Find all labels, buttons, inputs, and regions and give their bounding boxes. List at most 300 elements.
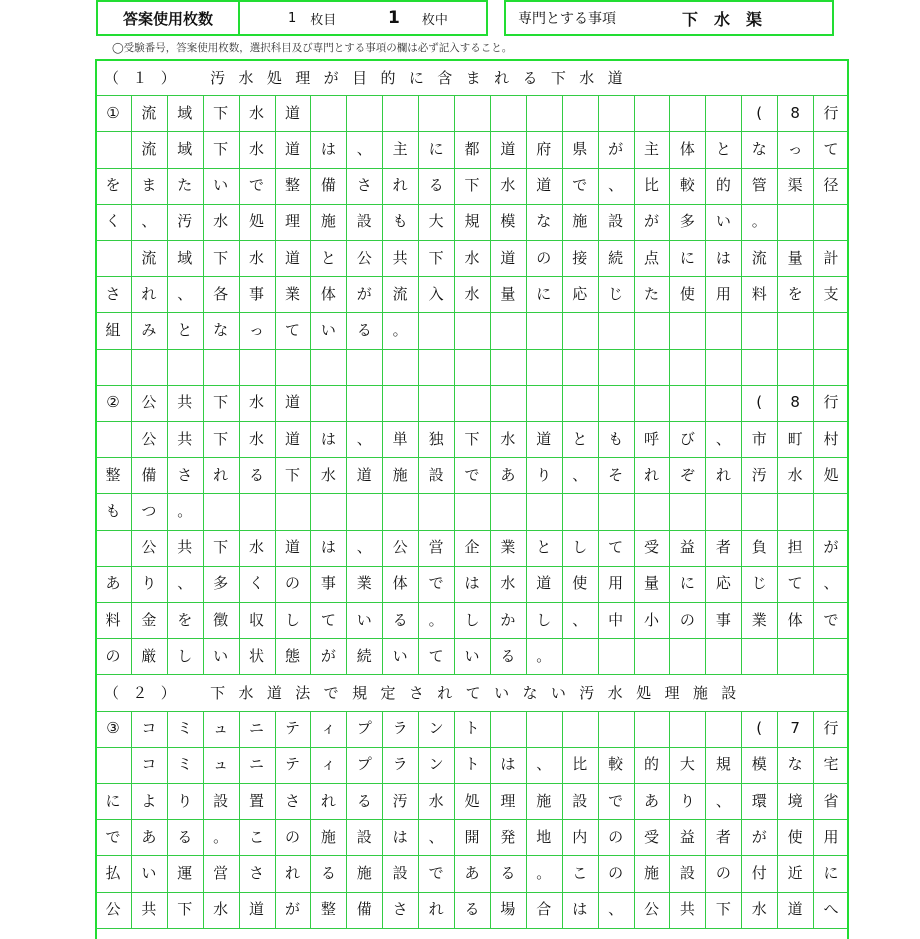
grid-cell: り [177, 791, 193, 810]
grid-vline [454, 892, 455, 928]
grid-vline [598, 493, 599, 529]
grid-cell [418, 312, 454, 348]
grid-vline [167, 855, 168, 891]
grid-vline [598, 95, 599, 131]
grid-cell [490, 349, 526, 385]
grid-cell: 、 [823, 574, 839, 593]
grid-cell [454, 385, 490, 421]
answer-grid [95, 59, 849, 929]
grid-cell: 払 [105, 863, 121, 882]
grid-vline [454, 855, 455, 891]
grid-cell: 営 [428, 538, 444, 557]
grid-vline [669, 892, 670, 928]
grid-vline [562, 240, 563, 276]
grid-cell: 、 [356, 429, 372, 448]
grid-cell: 公 [141, 538, 157, 557]
grid-cell: 道 [536, 574, 552, 593]
grid-cell [705, 349, 741, 385]
grid-cell: 下 [213, 139, 229, 158]
grid-cell: 備 [356, 900, 372, 919]
grid-vline [346, 168, 347, 204]
grid-cell: 益 [679, 827, 695, 846]
grid-cell: さ [249, 863, 265, 882]
grid-cell [741, 493, 777, 529]
grid-vline [239, 240, 240, 276]
grid-cell [346, 349, 382, 385]
grid-cell [669, 312, 705, 348]
grid-cell: コ [141, 755, 157, 774]
grid-vline [239, 276, 240, 312]
grid-vline [490, 168, 491, 204]
grid-vline [705, 819, 706, 855]
grid-cell: を [105, 176, 121, 195]
grid-cell: 、 [608, 176, 624, 195]
grid-cell: 地 [536, 827, 552, 846]
grid-cell: 金 [141, 610, 157, 629]
grid-cell [310, 385, 346, 421]
grid-vline [310, 530, 311, 566]
grid-cell: い [356, 610, 372, 629]
grid-vline [310, 819, 311, 855]
grid-cell: は [464, 574, 480, 593]
grid-vline [634, 95, 635, 131]
grid-cell: 道 [284, 429, 300, 448]
grid-cell: 発 [500, 827, 516, 846]
grid-vline [310, 131, 311, 167]
grid-hline [95, 928, 849, 929]
grid-cell: て [284, 320, 300, 339]
grid-vline [562, 602, 563, 638]
grid-cell: 厳 [141, 646, 157, 665]
grid-cell: い [715, 212, 731, 231]
grid-cell: 備 [141, 465, 157, 484]
grid-cell: 、 [572, 465, 588, 484]
grid-cell: 道 [284, 103, 300, 122]
grid-cell: 、 [177, 574, 193, 593]
grid-vline [598, 168, 599, 204]
grid-cell [526, 312, 562, 348]
grid-vline [310, 168, 311, 204]
grid-cell: 応 [572, 284, 588, 303]
grid-cell: さ [177, 465, 193, 484]
grid-cell [777, 349, 813, 385]
grid-cell: 水 [249, 248, 265, 267]
grid-vline [741, 493, 742, 529]
grid-vline [634, 566, 635, 602]
grid-vline [203, 638, 204, 674]
grid-vline [131, 566, 132, 602]
grid-vline [131, 204, 132, 240]
grid-cell: 行 [823, 393, 839, 412]
grid-cell: り [536, 465, 552, 484]
grid-cell: れ [213, 465, 229, 484]
grid-vline [490, 602, 491, 638]
grid-cell: が [320, 646, 336, 665]
grid-vline [275, 204, 276, 240]
grid-cell: に [679, 574, 695, 593]
grid-cell [95, 421, 131, 457]
grid-cell: 道 [249, 900, 265, 919]
grid-vline [562, 892, 563, 928]
grid-cell [239, 349, 275, 385]
grid-cell [705, 711, 741, 747]
grid-vline [346, 892, 347, 928]
grid-vline [382, 493, 383, 529]
grid-vline [310, 349, 311, 385]
grid-vline [634, 530, 635, 566]
grid-cell: い [213, 646, 229, 665]
grid-vline [346, 385, 347, 421]
grid-vline [239, 892, 240, 928]
grid-vline [634, 855, 635, 891]
grid-vline [490, 747, 491, 783]
grid-vline [382, 240, 383, 276]
grid-row [95, 312, 849, 348]
grid-cell: ① [106, 103, 120, 122]
grid-cell: 共 [177, 393, 193, 412]
grid-cell: 行 [823, 103, 839, 122]
section-heading: （１） 汚水処理が目的に含まれる下水道 [103, 68, 637, 87]
grid-cell: で [249, 176, 265, 195]
grid-vline [310, 892, 311, 928]
grid-cell: 行 [823, 719, 839, 738]
grid-vline [705, 204, 706, 240]
grid-cell: っ [249, 320, 265, 339]
grid-vline [705, 711, 706, 747]
grid-vline [526, 385, 527, 421]
grid-vline [454, 819, 455, 855]
grid-vline [813, 385, 814, 421]
grid-cell [598, 711, 634, 747]
grid-cell [526, 385, 562, 421]
grid-cell: 業 [284, 284, 300, 303]
grid-vline [346, 855, 347, 891]
grid-cell: ニ [249, 719, 265, 738]
sheet-current [288, 2, 336, 34]
grid-cell [454, 95, 490, 131]
grid-cell: て [320, 610, 336, 629]
grid-cell: 宅 [823, 755, 839, 774]
grid-vline [131, 168, 132, 204]
grid-vline [634, 168, 635, 204]
grid-vline [454, 493, 455, 529]
grid-vline [239, 131, 240, 167]
sheet-total-unit: 枚中 [421, 12, 448, 28]
grid-cell: 呼 [644, 429, 660, 448]
grid-row [95, 493, 849, 529]
grid-row [95, 131, 849, 167]
grid-vline [310, 276, 311, 312]
grid-cell [490, 385, 526, 421]
grid-vline [562, 457, 563, 493]
grid-cell [634, 493, 670, 529]
grid-cell: が [356, 284, 372, 303]
grid-vline [634, 819, 635, 855]
grid-cell: 8 [790, 393, 800, 412]
grid-cell: い [141, 863, 157, 882]
grid-vline [239, 819, 240, 855]
grid-vline [598, 711, 599, 747]
grid-vline [418, 240, 419, 276]
grid-cell [813, 204, 849, 240]
grid-vline [526, 493, 527, 529]
grid-cell: 用 [715, 284, 731, 303]
grid-vline [454, 168, 455, 204]
grid-vline [418, 638, 419, 674]
grid-cell: 事 [715, 610, 731, 629]
grid-hline [95, 602, 849, 603]
grid-vline [454, 385, 455, 421]
grid-cell: 水 [213, 212, 229, 231]
grid-vline [490, 855, 491, 891]
grid-cell: れ [715, 465, 731, 484]
grid-vline [454, 312, 455, 348]
grid-vline [167, 892, 168, 928]
grid-vline [310, 493, 311, 529]
grid-cell: か [500, 610, 516, 629]
grid-vline [813, 530, 814, 566]
grid-vline [526, 892, 527, 928]
grid-cell: 。 [536, 863, 552, 882]
grid-vline [562, 566, 563, 602]
grid-cell: 用 [608, 574, 624, 593]
grid-vline [634, 312, 635, 348]
grid-cell: 施 [320, 827, 336, 846]
grid-vline [741, 819, 742, 855]
grid-hline [95, 312, 849, 313]
grid-vline [741, 131, 742, 167]
grid-vline [598, 855, 599, 891]
grid-vline [346, 276, 347, 312]
grid-cell: 施 [536, 791, 552, 810]
grid-vline [705, 421, 706, 457]
grid-vline [203, 204, 204, 240]
grid-cell: い [464, 646, 480, 665]
grid-cell [598, 312, 634, 348]
grid-cell: 事 [320, 574, 336, 593]
grid-cell: 水 [249, 429, 265, 448]
grid-cell: で [608, 791, 624, 810]
grid-cell: 水 [249, 103, 265, 122]
grid-vline [203, 457, 204, 493]
grid-cell: で [823, 610, 839, 629]
grid-cell: な [213, 320, 229, 339]
grid-cell: 水 [213, 900, 229, 919]
grid-hline [95, 204, 849, 205]
grid-cell: 水 [320, 465, 336, 484]
grid-cell: 下 [464, 429, 480, 448]
grid-vline [454, 349, 455, 385]
grid-cell: 下 [213, 429, 229, 448]
grid-row [95, 892, 849, 928]
grid-cell [741, 638, 777, 674]
grid-cell: 水 [464, 284, 480, 303]
grid-vline [382, 783, 383, 819]
grid-vline [741, 457, 742, 493]
grid-cell: 模 [500, 212, 516, 231]
grid-cell: し [177, 646, 193, 665]
grid-vline [239, 421, 240, 457]
grid-vline [346, 493, 347, 529]
grid-vline [239, 783, 240, 819]
grid-cell: は [715, 248, 731, 267]
grid-cell: る [356, 320, 372, 339]
grid-vline [454, 95, 455, 131]
grid-cell: 道 [500, 139, 516, 158]
grid-vline [777, 131, 778, 167]
grid-cell: る [320, 863, 336, 882]
grid-cell: る [428, 176, 444, 195]
grid-cell: て [608, 538, 624, 557]
grid-cell: 、 [177, 284, 193, 303]
grid-cell [705, 385, 741, 421]
grid-vline [167, 602, 168, 638]
grid-hline [95, 59, 849, 60]
grid-vline [454, 421, 455, 457]
grid-vline [239, 349, 240, 385]
grid-cell: 。 [536, 646, 552, 665]
grid-hline [95, 747, 849, 748]
grid-cell: と [320, 248, 336, 267]
grid-cell: ② [106, 393, 120, 412]
grid-cell: 設 [428, 465, 444, 484]
grid-cell: 規 [464, 212, 480, 231]
grid-cell: 道 [356, 465, 372, 484]
grid-vline [490, 95, 491, 131]
grid-cell: 的 [644, 755, 660, 774]
grid-cell: 域 [177, 248, 193, 267]
grid-cell [203, 349, 239, 385]
grid-vline [239, 493, 240, 529]
grid-vline [526, 312, 527, 348]
grid-vline [131, 855, 132, 891]
grid-vline [490, 530, 491, 566]
grid-cell: 入 [428, 284, 444, 303]
grid-cell [634, 711, 670, 747]
grid-vline [382, 602, 383, 638]
grid-cell: 流 [141, 103, 157, 122]
grid-cell [346, 385, 382, 421]
grid-cell: ミ [177, 719, 193, 738]
grid-cell: 的 [715, 176, 731, 195]
grid-cell: で [428, 574, 444, 593]
grid-vline [346, 819, 347, 855]
grid-cell: 公 [644, 900, 660, 919]
grid-cell: プ [356, 755, 372, 774]
grid-cell: テ [284, 755, 300, 774]
grid-cell [777, 204, 813, 240]
grid-cell: 省 [823, 791, 839, 810]
grid-cell: 接 [572, 248, 588, 267]
grid-cell: で [464, 465, 480, 484]
grid-vline [741, 421, 742, 457]
grid-cell: 理 [500, 791, 516, 810]
grid-vline [490, 131, 491, 167]
grid-vline [310, 204, 311, 240]
grid-cell [741, 312, 777, 348]
grid-vline [131, 385, 132, 421]
grid-vline [777, 602, 778, 638]
grid-vline [562, 168, 563, 204]
grid-vline [598, 530, 599, 566]
grid-vline [813, 168, 814, 204]
grid-vline [203, 530, 204, 566]
grid-cell: 径 [823, 176, 839, 195]
grid-cell: 者 [715, 827, 731, 846]
grid-vline [275, 493, 276, 529]
grid-row [95, 276, 849, 312]
grid-vline [418, 131, 419, 167]
grid-vline [131, 457, 132, 493]
grid-cell: 下 [177, 900, 193, 919]
grid-vline [454, 240, 455, 276]
instruction-note: ◯受験番号，答案使用枚数，選択科目及び専門とする事項の欄は必ず記入すること。 [112, 42, 513, 54]
grid-cell: 下 [213, 103, 229, 122]
grid-vline [346, 312, 347, 348]
grid-cell: 組 [105, 320, 121, 339]
grid-vline [813, 457, 814, 493]
grid-vline [239, 168, 240, 204]
grid-vline [598, 783, 599, 819]
grid-cell: ィ [320, 719, 336, 738]
grid-vline [131, 783, 132, 819]
grid-vline [131, 602, 132, 638]
grid-vline [310, 312, 311, 348]
grid-vline [131, 276, 132, 312]
grid-vline [526, 457, 527, 493]
grid-vline [777, 638, 778, 674]
grid-cell [382, 349, 418, 385]
grid-vline [275, 747, 276, 783]
grid-cell: 7 [790, 719, 800, 738]
grid-vline [203, 385, 204, 421]
grid-cell: 水 [500, 429, 516, 448]
grid-vline [167, 493, 168, 529]
grid-vline [634, 783, 635, 819]
grid-cell: 量 [644, 574, 660, 593]
grid-cell [813, 493, 849, 529]
grid-vline [418, 349, 419, 385]
grid-cell: 体 [320, 284, 336, 303]
grid-cell: 管 [751, 176, 767, 195]
grid-vline [634, 602, 635, 638]
grid-vline [705, 457, 706, 493]
grid-vline [777, 457, 778, 493]
grid-cell: び [679, 429, 695, 448]
grid-vline [346, 204, 347, 240]
grid-cell: 。 [177, 501, 193, 520]
grid-cell: 、 [715, 429, 731, 448]
grid-vline [490, 240, 491, 276]
grid-cell: た [644, 284, 660, 303]
grid-cell: れ [392, 176, 408, 195]
grid-cell: 。 [392, 320, 408, 339]
grid-cell: ③ [106, 719, 120, 738]
grid-cell: の [284, 574, 300, 593]
grid-cell [382, 95, 418, 131]
grid-vline [454, 276, 455, 312]
grid-vline [167, 530, 168, 566]
grid-vline [490, 566, 491, 602]
grid-cell: 村 [823, 429, 839, 448]
grid-vline [562, 783, 563, 819]
grid-vline [275, 638, 276, 674]
grid-cell [777, 638, 813, 674]
grid-cell: 運 [177, 863, 193, 882]
grid-vline [669, 421, 670, 457]
grid-cell: 処 [823, 465, 839, 484]
grid-vline [310, 855, 311, 891]
